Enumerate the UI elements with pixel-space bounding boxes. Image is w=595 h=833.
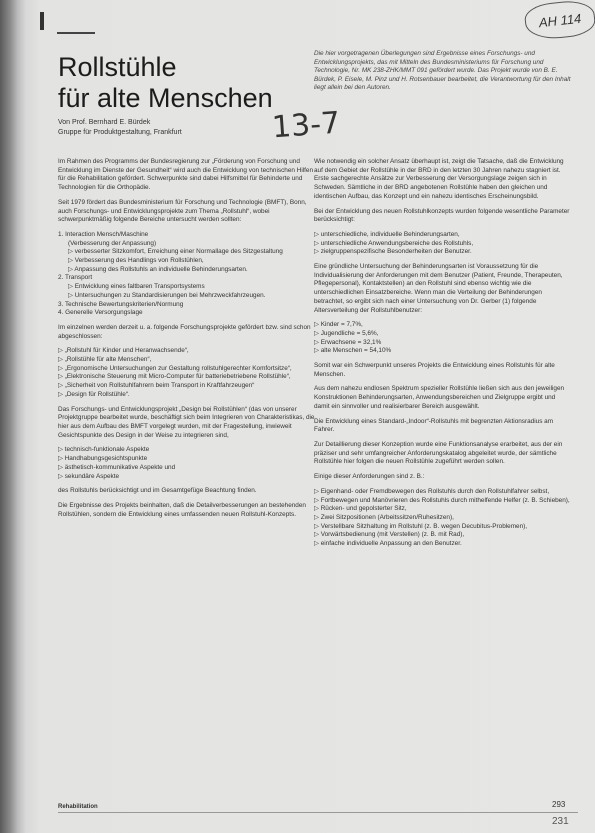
list-item: ▷ Verbesserung des Handlings von Rollstühlen, xyxy=(68,257,204,265)
list-item: ▷ ästhetisch-kommunikative Aspekte und xyxy=(58,463,176,471)
author-affiliation: Gruppe für Produktgestaltung, Frankfurt xyxy=(58,128,182,136)
paragraph: Eine gründliche Untersuchung der Behinderungsarten ist Voraussetzung für die Individualisierung der Anforderungen mit dem Benutzer (Patient, Freunde, Therapeuten, Pflegepersonal), Kontaktstellen) an den Rollstuhl sind ebenso wichtig wie die unterschiedlichen Einsatzbereiche. Wenn man die Verteilung der Behinderungen betrachtet, so ergibt sich nach einer Untersuchung von Dr. Gerber (1) folgende Altersverteilung der Rollstuhlbenutzer: xyxy=(314,263,563,314)
list-item: ▷ Anpassung des Rollstuhls an individuelle Behinderungsarten. xyxy=(68,265,248,273)
list-item: ▷ „Rollstühle für alte Menschen“, xyxy=(58,356,152,364)
list-item: 2. Transport xyxy=(58,274,93,282)
paragraph: Wie notwendig ein solcher Ansatz überhaupt ist, zeigt die Tatsache, daß die Entwicklung auf dem Gebiet der Rollstühle in der BRD in den letzten 30 Jahren nahezu stagniert ist. Erste sachgerechte Ansätze zur Verbesserung der Versorgungslage zeigen sich in Schweden. Sämtliche in der BRD angebotenen Rollstühle haben den gleichen und identischen Aufbau, das Konzept und ein nahezu identisches Erscheinungsbild. xyxy=(314,158,564,200)
paragraph: Im Rahmen des Programms der Bundesregierung zur „Förderung von Forschung und Entwicklung im Dienste der Gesundheit“ wird auch die Entwicklung von technischen Hilfen für die Rehabilitation gefördert. Schwerpunkte sind dabei Hilfsmittel für Behinderte und Technologien für die Orthopädie. xyxy=(58,158,314,192)
paragraph: Die Entwicklung eines Standard-„Indoor“-Rollstuhls mit begrenzten Aktionsradius am Fahrer. xyxy=(314,417,554,434)
age-distribution-list xyxy=(314,321,572,356)
list-item: ▷ Kinder = 7,7%, xyxy=(314,321,363,329)
left-column xyxy=(58,158,316,525)
list-item: ▷ „Elektronische Steuerung mit Micro-Computer für batteriebetriebene Rollstühle“, xyxy=(58,373,291,381)
document-page xyxy=(22,0,595,833)
list-item: ▷ technisch-funktionale Aspekte xyxy=(58,446,150,454)
list-item: ▷ Verstellbare Sitzhaltung im Rollstuhl (z. B. wegen Decubitus-Problemen), xyxy=(314,522,528,530)
footer-rule xyxy=(58,812,578,813)
paragraph: Seit 1979 fördert das Bundesministerium für Forschung und Technologie (BMFT), Bonn, auch Forschungs- und Entwicklungsprojekte zum Thema „Rollstuhl“, wobei schwerpunktmäßig folgende Bereiche untersucht werden sollten: xyxy=(58,198,307,224)
list-item: ▷ Entwicklung eines faltbaren Transportsystems xyxy=(68,283,205,291)
list-item: ▷ verbesserter Sitzkomfort, Erreichung einer Normallage des Sitzgestaltung xyxy=(68,248,283,256)
list-item: ▷ Vorwärtsbedienung (mit Verstellen) (z. B. mit Rad), xyxy=(314,531,465,539)
paragraph: Im einzelnen werden derzeit u. a. folgende Forschungsprojekte gefördert bzw. sind schon abgeschlossen: xyxy=(58,323,311,340)
parameters-list xyxy=(314,231,572,257)
archive-stamp: AH 114 xyxy=(523,0,595,42)
paragraph: des Rollstuhls berücksichtigt und im Gesamtgefüge Beachtung finden. xyxy=(58,487,257,495)
handwritten-number: 13-7 xyxy=(270,105,342,146)
list-item: ▷ alte Menschen = 54,10% xyxy=(314,347,392,355)
list-item: ▷ Erwachsene = 32,1% xyxy=(314,338,382,346)
list-item: ▷ „Rollstuhl für Kinder und Heranwachsende“, xyxy=(58,347,189,355)
list-item: ▷ einfache individuelle Anpassung an den Benutzer. xyxy=(314,540,462,548)
paragraph: Bei der Entwicklung des neuen Rollstuhlkonzepts wurden folgende wesentliche Parameter berücksichtigt: xyxy=(314,207,570,224)
projects-list xyxy=(58,347,316,399)
list-item: ▷ sekundäre Aspekte xyxy=(58,472,120,480)
handwritten-page-number: 231 xyxy=(552,816,569,827)
requirements-list xyxy=(314,488,572,549)
paragraph: Einige dieser Anforderungen sind z. B.: xyxy=(314,473,425,481)
research-areas-list xyxy=(58,231,316,318)
list-item: ▷ unterschiedliche, individuelle Behinderungsarten, xyxy=(314,230,460,238)
list-item: ▷ Handhabungsgesichtspunkte xyxy=(58,455,148,463)
intro-paragraph: Die hier vorgetragenen Überlegungen sind Ergebnisse eines Forschungs- und Entwicklungsprojekts, das mit Mitteln des Bundesministeriums für Forschung und Technologie, Nr. MK 238-ZHK/MMT 091 gefördert wurde. Das Projekt wurde von B. E. Bürdek, P. Eisele, M. Pinz und H. Rotsenbauer bearbeitet, die Verantwortung für den Inhalt liegt allein bei den Autoren. xyxy=(314,50,571,92)
paragraph: Aus dem nahezu endlosen Spektrum spezieller Rollstühle ließen sich aus den jeweiligen Konstruktionen Behinderungsarten, Anwendungsbereichen und Zielgruppe ergibt und damit ein sinnvoller und realisierbarer Bereich ausgewählt. xyxy=(314,385,565,410)
paragraph: Das Forschungs- und Entwicklungsprojekt „Design bei Rollstühlen“ (das von unserer Projektgruppe bearbeitet wurde, beschäftigt sich beim Integrieren von Charakteristikas, die hier aus dem Aufbau des BMFT vorgelegt wurden, mit der Fragestellung, inwieweit Gesichtspunkte des Design in der Weise zu integrieren sind, xyxy=(58,405,315,439)
title-line-1: Rollstühle xyxy=(58,52,177,82)
list-item: ▷ Zwei Sitzpositionen (Arbeitssitzen/Ruhesitzen), xyxy=(314,513,454,521)
corner-mark xyxy=(40,12,44,30)
title-line-2: für alte Menschen xyxy=(58,83,273,113)
list-item: ▷ unterschiedliche Anwendungsbereiche des Rollstuhls, xyxy=(314,239,474,247)
list-item: ▷ „Design für Rollstühle“. xyxy=(58,390,130,398)
list-item: 3. Technische Bewertungskriterien/Normung xyxy=(58,300,184,308)
list-item: ▷ Rücken- und gepolsterter Sitz, xyxy=(314,505,407,513)
author-name: Von Prof. Bernhard E. Bürdek xyxy=(58,119,151,126)
list-item: 4. Generelle Versorgungslage xyxy=(58,309,143,317)
list-item: ▷ Jugendliche = 5,6%, xyxy=(314,329,379,337)
footer-section-label: Rehabilitation xyxy=(58,804,98,810)
list-item: ▷ „Ergonomische Untersuchungen zur Gestaltung rollstuhlgerechter Komfortsitze“, xyxy=(58,364,292,372)
top-rule xyxy=(57,32,95,34)
paragraph: Somit war ein Schwerpunkt unseres Projekts die Entwicklung eines Rollstuhls für alte Menschen. xyxy=(314,362,555,378)
list-item: ▷ zielgruppenspezifische Besonderheiten der Benutzer. xyxy=(314,248,472,256)
article-title xyxy=(58,52,273,114)
list-item: ▷ Fortbewegen und Manövrieren des Rollstuhls durch mithelfende Helfer (z. B. Schieben), xyxy=(314,496,570,504)
list-item: 1. Interaction Mensch/Maschine xyxy=(58,230,149,238)
aspects-list xyxy=(58,446,316,481)
list-item: ▷ Untersuchungen zu Standardisierungen bei Mehrzweckfahrzeugen. xyxy=(68,291,266,299)
list-item: ▷ „Sicherheit von Rollstuhlfahrern beim Transport in Kraftfahrzeugen“ xyxy=(58,382,255,390)
right-column xyxy=(314,158,572,555)
page-number: 293 xyxy=(552,800,566,809)
list-item: (Verbesserung der Anpassung) xyxy=(68,239,157,247)
list-item: ▷ Eigenhand- oder Fremdbewegen des Rollstuhls durch den Rollstuhlfahrer selbst, xyxy=(314,487,550,495)
paragraph: Die Ergebnisse des Projekts beinhalten, daß die Detailverbesserungen an bestehenden Rollstühlen, sondern die Entwicklung eines umfassenden neuen Rollstuhl-Konzepts. xyxy=(58,501,306,518)
paragraph: Zur Detaillierung dieser Konzeption wurde eine Funktionsanalyse erarbeitet, aus der ein präziser und sehr umfangreicher Anforderungskatalog abgeleitet wurde, der sämtliche Rollstühle hier folgen die neuen Rollstühle zugeführt werden sollen. xyxy=(314,440,563,466)
author-block xyxy=(58,118,182,137)
